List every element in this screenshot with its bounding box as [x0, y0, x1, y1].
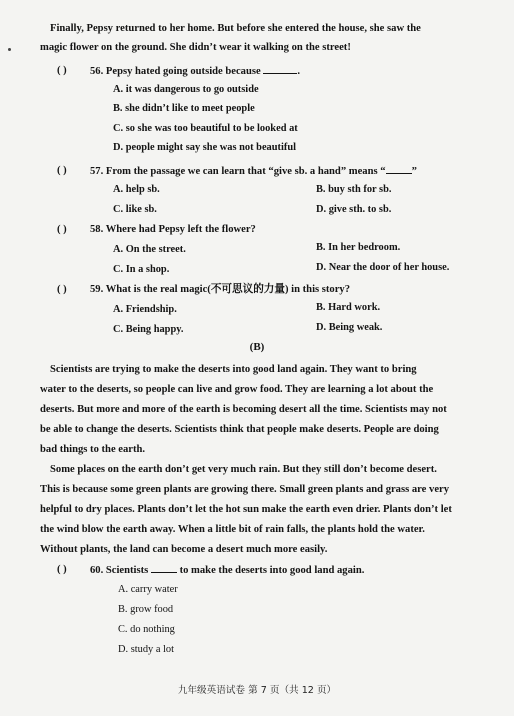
question-59-option-a: A. Friendship.: [113, 304, 177, 315]
passage-b-p2-line-5: Without plants, the land can become a desert much more easily.: [40, 544, 328, 555]
section-b-heading: (B): [249, 341, 265, 353]
question-59-option-b: B. Hard work.: [316, 302, 381, 313]
passage-a-line-1: Finally, Pepsy returned to her home. But before she entered the house, she saw the: [50, 23, 421, 34]
passage-b-p1-line-2: water to the deserts, so people can live and grow food. They are learning a lot about the: [40, 384, 434, 395]
question-57-stem: [90, 164, 417, 179]
question-60-stem: [90, 563, 364, 578]
question-59-option-d: D. Being weak.: [316, 322, 383, 333]
passage-b-p2-line-4: the wind blow the earth away. When a little bit of rain falls, the plants hold the water.: [40, 524, 425, 535]
question-60-option-d: D. study a lot: [118, 644, 174, 655]
question-57-option-c: C. like sb.: [113, 204, 157, 215]
question-60-option-c: C. do nothing: [118, 624, 175, 635]
question-58-option-d: D. Near the door of her house.: [316, 262, 450, 273]
question-57-stem-after: ”: [411, 166, 417, 177]
question-56-stem: [90, 64, 300, 79]
question-60-option-a: A. carry water: [118, 584, 178, 595]
question-56-blank: [263, 64, 297, 74]
question-60-stem-before: 60. Scientists: [90, 565, 149, 576]
question-56-stem-after: .: [297, 66, 301, 77]
question-58-option-a: A. On the street.: [113, 244, 186, 255]
question-57-option-d: D. give sth. to sb.: [316, 204, 392, 215]
passage-b-p1-line-1: Scientists are trying to make the deserts into good land again. They want to bring: [50, 364, 417, 375]
passage-b-p1-line-4: be able to change the deserts. Scientists think that people make deserts. People are doing: [40, 424, 439, 435]
question-60-stem-after: to make the deserts into good land again.: [179, 565, 365, 576]
answer-paren-57: ( ): [57, 165, 67, 176]
question-56-stem-before: 56. Pepsy hated going outside because: [90, 66, 261, 77]
question-59-option-c: C. Being happy.: [113, 324, 184, 335]
question-58-option-c: C. In a shop.: [113, 264, 170, 275]
question-57-option-b: B. buy sth for sb.: [316, 184, 392, 195]
question-57-blank: [386, 164, 412, 174]
question-59-stem: 59. What is the real magic(不可思议的力量) in this story?: [90, 284, 351, 295]
passage-a-line-2: magic flower on the ground. She didn’t wear it walking on the street!: [40, 42, 351, 53]
question-56-option-c: C. so she was too beautiful to be looked at: [113, 123, 298, 134]
passage-b-p2-line-1: Some places on the earth don’t get very much rain. But they still don’t become desert.: [50, 464, 437, 475]
page-footer: 九年级英语试卷 第 7 页（共 12 页）: [177, 685, 337, 696]
question-56-option-d: D. people might say she was not beautiful: [113, 142, 297, 153]
question-56-option-b: B. she didn’t like to meet people: [113, 103, 255, 114]
passage-b-p2-line-3: helpful to dry places. Plants don’t let the hot sun make the earth even drier. Plants don’t let: [40, 504, 452, 515]
question-60-option-b: B. grow food: [118, 604, 174, 615]
question-58-option-b: B. In her bedroom.: [316, 242, 401, 253]
passage-b-p2-line-2: This is because some green plants are growing there. Small green plants and grass are very: [40, 484, 450, 495]
question-58-stem: 58. Where had Pepsy left the flower?: [90, 224, 256, 235]
question-57-option-a: A. help sb.: [113, 184, 160, 195]
question-57-stem-before: 57. From the passage we can learn that “give sb. a hand” means “: [90, 166, 386, 177]
answer-paren-58: ( ): [57, 224, 67, 235]
passage-b-p1-line-5: bad things to the earth.: [40, 444, 146, 455]
answer-paren-59: ( ): [57, 284, 67, 295]
answer-paren-60: ( ): [57, 564, 67, 575]
question-60-blank: [151, 563, 177, 573]
answer-paren-56: ( ): [57, 65, 67, 76]
passage-b-p1-line-3: deserts. But more and more of the earth is becoming desert all the time. Scientists may not: [40, 404, 447, 415]
scan-speck: [8, 48, 11, 51]
question-56-option-a: A. it was dangerous to go outside: [113, 84, 259, 95]
